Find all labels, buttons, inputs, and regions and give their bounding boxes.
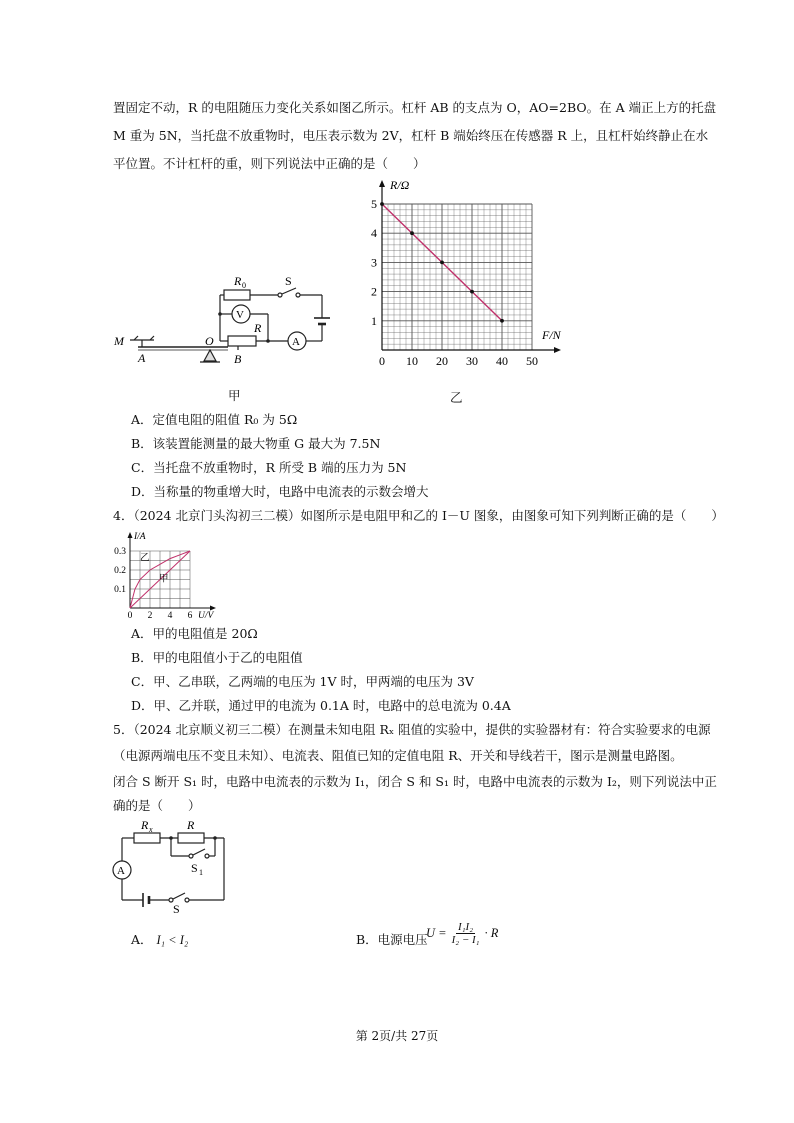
x-tick-label: 0 <box>379 354 385 368</box>
formula-numerator: I₁I₂ <box>458 921 474 933</box>
data-point <box>410 231 414 235</box>
figure-label-jia: 甲 <box>228 388 241 403</box>
data-point <box>470 290 474 294</box>
q3-option-a: A．定值电阻的阻值 R₀ 为 5Ω <box>131 412 298 427</box>
label-R0: R <box>234 274 242 288</box>
formula-tail: · R <box>484 926 499 940</box>
q3-option-c: C．当托盘不放重物时，R 所受 B 端的压力为 5N <box>131 460 407 475</box>
y-axis-label: I/A <box>134 532 146 542</box>
ammeter-label-q5: A <box>117 865 125 877</box>
q4-option-a: A．甲的电阻值是 20Ω <box>131 626 258 641</box>
q5-line-3: 闭合 S 断开 S₁ 时，电路中电流表的示数为 I₁，闭合 S 和 S₁ 时，电路中电流表的示数为 I₂，则下列说法中正 <box>113 774 717 789</box>
label-M: M <box>114 334 124 348</box>
label-point-B: B <box>234 352 242 366</box>
label-S-q5: S <box>173 902 180 915</box>
x-tick-label: 6 <box>187 611 193 620</box>
x-tick-label: 4 <box>167 611 173 620</box>
y-axis-arrow <box>128 532 133 538</box>
label-Rx-sub: x <box>149 825 153 834</box>
page-footer: 第 2页/共 27页 <box>355 1029 439 1043</box>
i-u-chart <box>108 530 218 620</box>
q4-stem: 4．（2024 北京门头沟初三二模）如图所示是电阻甲和乙的 I－U 图象，由图象可知下列判断正确的是（ ） <box>113 508 724 523</box>
y-axis-arrow <box>379 180 385 187</box>
y-tick-label: 0.1 <box>114 585 126 595</box>
label-R: R <box>254 321 262 335</box>
x-axis-arrow <box>210 606 216 611</box>
figure-label-yi: 乙 <box>450 390 463 405</box>
formula-fraction <box>450 921 482 946</box>
q3-option-d: D．当称量的物重增大时，电路中电流表的示数会增大 <box>131 484 429 499</box>
label-R0-sub: 0 <box>242 281 246 290</box>
label-R-q5: R <box>187 820 195 832</box>
q3-circuit-diagram <box>110 268 340 378</box>
q5-option-b-prefix: B．电源电压 <box>356 932 428 947</box>
q5-circuit-diagram <box>105 820 235 915</box>
y-axis-label: R/Ω <box>390 178 410 192</box>
r-f-chart <box>362 175 562 370</box>
y-tick-label: 3 <box>371 255 377 270</box>
data-point <box>440 261 444 265</box>
label-S1: S <box>191 861 198 875</box>
formula-denominator: I₂ − I₁ <box>451 934 480 946</box>
q5-line-2: （电源两端电压不变且未知）、电流表、阻值已知的定值电阻 R、开关和导线若干，图示是测量电路图。 <box>113 748 683 763</box>
y-tick-label: 0.3 <box>114 547 126 557</box>
y-tick-label: 1 <box>371 313 377 328</box>
q5-option-a <box>131 932 188 948</box>
x-tick-label: 10 <box>406 354 418 368</box>
x-tick-label: 40 <box>496 354 508 368</box>
q3-line-1: 置固定不动，R 的电阻随压力变化关系如图乙所示。杠杆 AB 的支点为 O，AO=2BO。在 A 端正上方的托盘 <box>113 100 717 115</box>
q4-option-d: D．甲、乙并联，通过甲的电流为 0.1A 时，电路中的总电流为 0.4A <box>131 698 511 713</box>
ammeter-label: A <box>292 336 300 348</box>
label-S1-sub: 1 <box>199 868 203 877</box>
y-tick-label: 0.2 <box>114 566 126 576</box>
q5-option-b-formula <box>426 921 498 946</box>
formula-U: U = <box>426 926 447 940</box>
x-tick-label: 50 <box>526 354 538 368</box>
label-switch-S: S <box>285 274 292 288</box>
q5-line-4: 确的是（ ） <box>113 798 201 813</box>
label-point-O: O <box>205 334 214 348</box>
y-tick-label: 4 <box>371 226 377 241</box>
q5-option-a-prefix: A． <box>131 932 153 947</box>
series-label-jia: 甲 <box>159 574 169 585</box>
data-point <box>380 202 384 206</box>
q5-line-1: 5．（2024 北京顺义初三二模）在测量未知电阻 Rₓ 阻值的实验中，提供的实验器材有：符合实验要求的电源 <box>113 722 711 737</box>
x-axis-arrow <box>554 347 561 353</box>
y-tick-label: 2 <box>371 284 377 299</box>
data-point <box>500 319 504 323</box>
x-tick-label: 20 <box>436 354 448 368</box>
label-point-A: A <box>138 351 146 365</box>
x-tick-label: 0 <box>127 611 133 620</box>
q3-line-2: M 重为 5N，当托盘不放重物时，电压表示数为 2V，杠杆 B 端始终压在传感器 R 上，且杠杆始终静止在水 <box>113 128 709 143</box>
x-axis-label: F/N <box>542 328 561 342</box>
q3-line-3: 平位置。不计杠杆的重，则下列说法中正确的是（ ） <box>113 156 426 171</box>
series-label-yi: 乙 <box>140 553 150 564</box>
x-tick-label: 2 <box>147 611 153 620</box>
voltmeter-label: V <box>236 309 244 321</box>
label-Rx: R <box>141 820 149 832</box>
q4-option-b: B．甲的电阻值小于乙的电阻值 <box>131 650 303 665</box>
q4-option-c: C．甲、乙串联，乙两端的电压为 1V 时，甲两端的电压为 3V <box>131 674 474 689</box>
x-axis-label: U/V <box>198 611 214 620</box>
q5-option-b <box>356 932 428 948</box>
y-tick-label: 5 <box>371 197 377 211</box>
x-tick-label: 30 <box>466 354 478 368</box>
q5-option-a-formula: I₁ < I₂ <box>156 933 189 947</box>
q3-option-b: B．该装置能测量的最大物重 G 最大为 7.5N <box>131 436 381 451</box>
